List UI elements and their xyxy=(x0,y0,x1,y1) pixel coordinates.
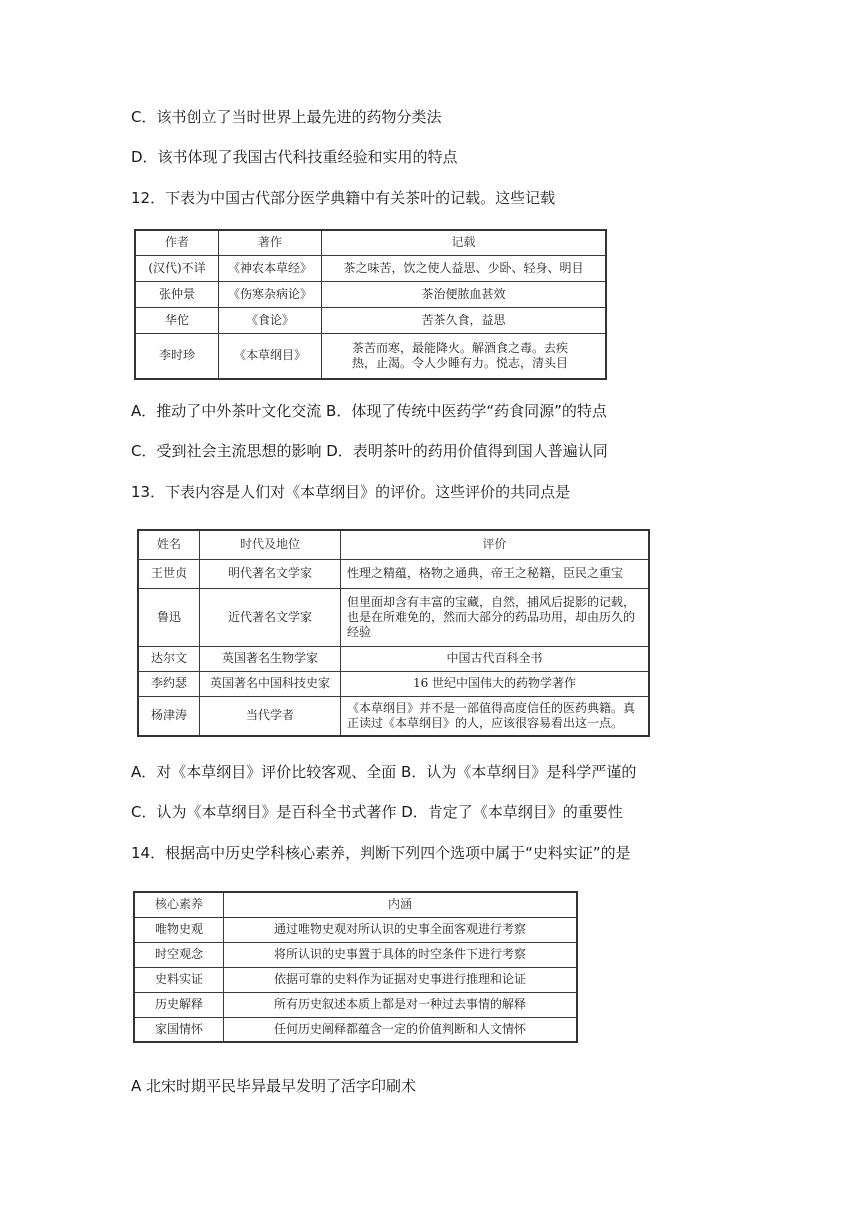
question-12-options-ab: A．推动了中外茶叶文化交流 B．体现了传统中医药学“药食同源”的特点 xyxy=(131,402,607,420)
core-literacy-table xyxy=(133,891,578,1043)
table-header: 姓名 xyxy=(138,530,200,559)
question-13-options-ab: A．对《本草纲目》评价比较客观、全面 B．认为《本草纲目》是科学严谨的 xyxy=(131,763,637,781)
table-header: 时代及地位 xyxy=(200,530,341,559)
table-cell: 明代著名文学家 xyxy=(200,559,341,588)
table-header: 记载 xyxy=(322,230,607,255)
table-header: 评价 xyxy=(341,530,650,559)
table-cell: 近代著名文学家 xyxy=(200,588,341,646)
table-cell: 李时珍 xyxy=(135,333,219,379)
table-cell: 唯物史观 xyxy=(134,917,224,942)
table-cell: 但里面却含有丰富的宝藏，自然，捕风后捉影的记载，也是在所难免的，然而大部分的药品功用，却由历久的经验 xyxy=(341,588,650,646)
table-cell: 张仲景 xyxy=(135,281,219,307)
table-cell: 当代学者 xyxy=(200,696,341,736)
table-cell: 中国古代百科全书 xyxy=(341,646,650,671)
tea-records-table xyxy=(134,229,607,380)
line-q11-d: D．该书体现了我国古代科技重经验和实用的特点 xyxy=(131,148,458,166)
table-cell: 《神农本草经》 xyxy=(219,255,322,281)
bencao-evaluation-table xyxy=(137,529,650,737)
question-13-options-cd: C．认为《本草纲目》是百科全书式著作 D．肯定了《本草纲目》的重要性 xyxy=(131,803,623,821)
table-cell: 通过唯物史观对所认识的史事全面客观进行考察 xyxy=(224,917,578,942)
table-cell: 杨津涛 xyxy=(138,696,200,736)
table-cell: 史料实证 xyxy=(134,967,224,992)
table-header: 核心素养 xyxy=(134,892,224,917)
table-cell: (汉代)不详 xyxy=(135,255,219,281)
table-cell: 苦茶久食，益思 xyxy=(322,307,607,333)
table-cell: 依据可靠的史料作为证据对史事进行推理和论证 xyxy=(224,967,578,992)
table-cell: 茶苦而寒，最能降火。解酒食之毒。去疾热，止渴。令人少睡有力。悦志，清头目 xyxy=(322,333,607,379)
table-cell: 李约瑟 xyxy=(138,671,200,696)
table-cell: 性理之精蕴，格物之通典，帝王之秘籍，臣民之重宝 xyxy=(341,559,650,588)
table-cell: 任何历史阐释都蕴含一定的价值判断和人文情怀 xyxy=(224,1017,578,1042)
question-12-options-cd: C．受到社会主流思想的影响 D．表明茶叶的药用价值得到国人普遍认同 xyxy=(131,442,608,460)
question-13-stem: 13．下表内容是人们对《本草纲目》的评价。这些评价的共同点是 xyxy=(131,483,571,501)
line-q11-c: C．该书创立了当时世界上最先进的药物分类法 xyxy=(131,108,442,126)
table-cell: 茶之味苦，饮之使人益思、少卧、轻身、明目 xyxy=(322,255,607,281)
table-cell: 王世贞 xyxy=(138,559,200,588)
table-cell: 《本草纲目》 xyxy=(219,333,322,379)
table-cell: 华佗 xyxy=(135,307,219,333)
table-cell: 历史解释 xyxy=(134,992,224,1017)
table-cell: 英国著名中国科技史家 xyxy=(200,671,341,696)
table-header: 内涵 xyxy=(224,892,578,917)
table-cell: 所有历史叙述本质上都是对一种过去事情的解释 xyxy=(224,992,578,1017)
table-cell: 《食论》 xyxy=(219,307,322,333)
table-header: 作者 xyxy=(135,230,219,255)
table-cell: 鲁迅 xyxy=(138,588,200,646)
question-14-option-a: A 北宋时期平民毕异最早发明了活字印刷术 xyxy=(131,1077,417,1095)
table-cell: 《伤寒杂病论》 xyxy=(219,281,322,307)
table-header: 著作 xyxy=(219,230,322,255)
question-14-stem: 14．根据高中历史学科核心素养，判断下列四个选项中属于“史料实证”的是 xyxy=(131,844,631,862)
table-cell: 16 世纪中国伟大的药物学著作 xyxy=(341,671,650,696)
table-cell: 茶治便脓血甚效 xyxy=(322,281,607,307)
table-cell: 家国情怀 xyxy=(134,1017,224,1042)
table-cell: 将所认识的史事置于具体的时空条件下进行考察 xyxy=(224,942,578,967)
question-12-stem: 12．下表为中国古代部分医学典籍中有关茶叶的记载。这些记载 xyxy=(131,189,556,207)
table-cell: 英国著名生物学家 xyxy=(200,646,341,671)
table-cell: 《本草纲目》并不是一部值得高度信任的医药典籍。真正读过《本草纲目》的人，应该很容易看出这一点。 xyxy=(341,696,650,736)
table-cell: 达尔文 xyxy=(138,646,200,671)
table-cell: 时空观念 xyxy=(134,942,224,967)
